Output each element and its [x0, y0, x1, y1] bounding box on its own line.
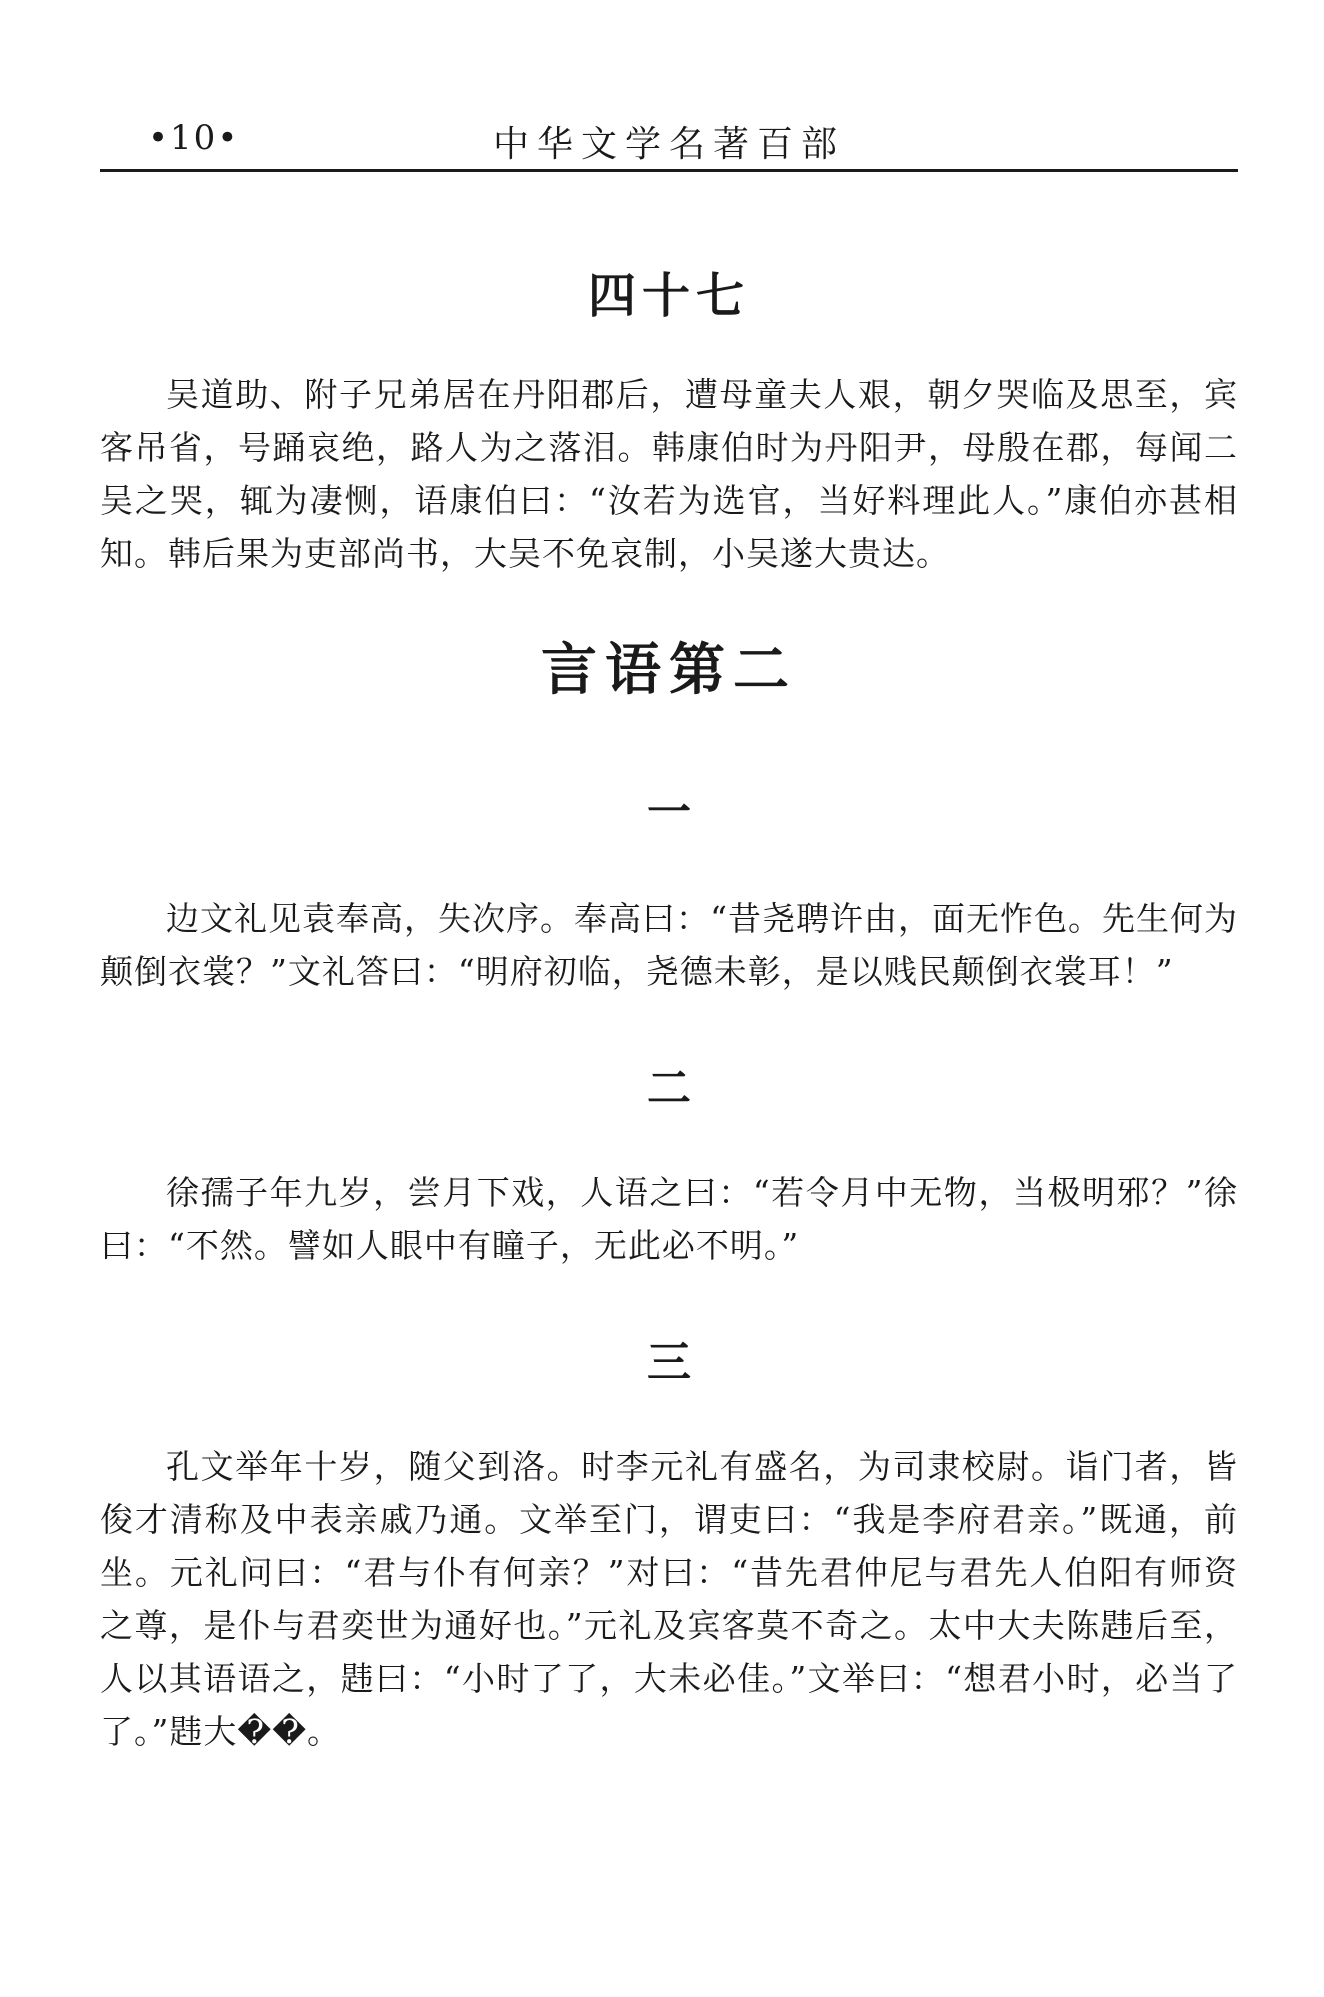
- page-content: [100, 260, 1238, 1758]
- section-heading-1: 一: [647, 787, 691, 838]
- section-heading-2: 二: [647, 1063, 691, 1114]
- page-number: •10•: [148, 118, 240, 158]
- section-heading-3: 三: [647, 1337, 691, 1388]
- chapter-title: 言语第二: [541, 638, 797, 703]
- header-divider: [100, 169, 1238, 172]
- paragraph-47: 吴道助、附子兄弟居在丹阳郡后，遭母童夫人艰，朝夕哭临及思至，宾客吊省，号踊哀绝，路人为之落泪。韩康伯时为丹阳尹，母殷在郡，每闻二吴之哭，辄为凄恻，语康伯曰：“汝若为选官，当好料理此人。”康伯亦甚相知。韩后果为吏部尚书，大吴不免哀制，小吴遂大贵达。: [100, 375, 1238, 573]
- page-header: [100, 110, 1238, 172]
- book-title: 中华文学名著百部: [492, 124, 845, 165]
- section-heading-47: 四十七: [587, 268, 750, 324]
- paragraph-1: 边文礼见袁奉高，失次序。奉高曰：“昔尧聘许由，面无怍色。先生何为颠倒衣裳？”文礼答曰：“明府初临，尧德未彰，是以贱民颠倒衣裳耳！”: [100, 899, 1238, 991]
- paragraph-2: 徐孺子年九岁，尝月下戏，人语之曰：“若令月中无物，当极明邪？”徐曰：“不然。譬如人眼中有瞳子，无此必不明。”: [100, 1173, 1238, 1265]
- paragraph-3: 孔文举年十岁，随父到洛。时李元礼有盛名，为司隶校尉。诣门者，皆俊才清称及中表亲戚乃通。文举至门，谓吏曰：“我是李府君亲。”既通，前坐。元礼问曰：“君与仆有何亲？”对曰：“昔先君仲尼与君先人伯阳有师资之尊，是仆与君奕世为通好也。”元礼及宾客莫不奇之。太中大夫陈韪后至，人以其语语之，韪曰：“小时了了，大未必佳。”文举曰：“想君小时，必当了了。”韪大��。: [100, 1447, 1238, 1751]
